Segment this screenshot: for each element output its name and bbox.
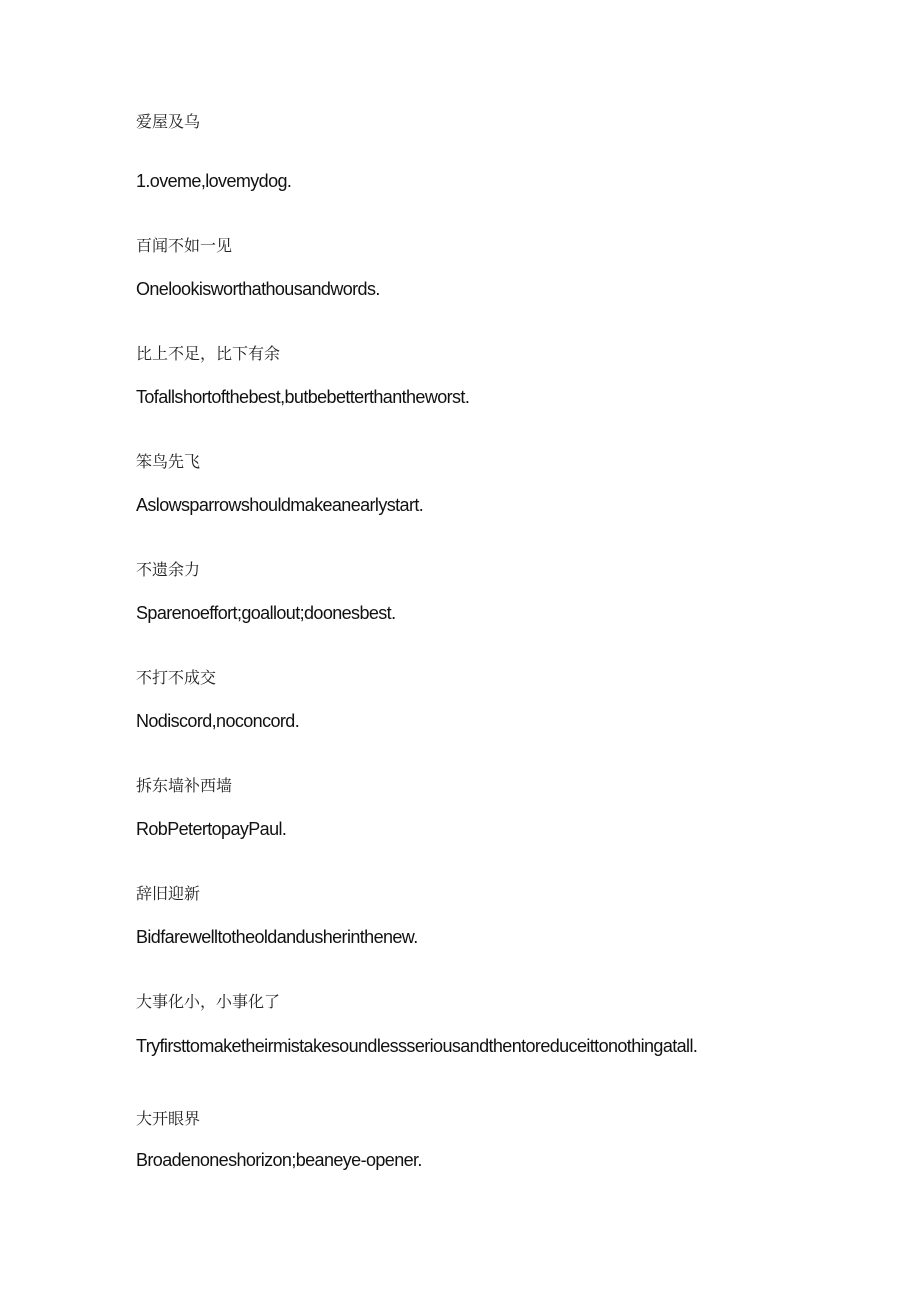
idiom-english-8: Bidfarewelltotheoldandusherinthenew. bbox=[136, 927, 418, 947]
idiom-chinese-5: 不遗余力 bbox=[136, 560, 201, 579]
idiom-english-7: RobPetertopayPaul. bbox=[136, 819, 287, 839]
idiom-english-5: Sparenoeffort;goallout;doonesbest. bbox=[136, 603, 396, 623]
idiom-english-6: Nodiscord,noconcord. bbox=[136, 711, 300, 731]
idiom-english-4: Aslowsparrowshouldmakeanearlystart. bbox=[136, 495, 424, 515]
idiom-chinese-7: 拆东墙补西墙 bbox=[136, 776, 233, 795]
idiom-chinese-2: 百闻不如一见 bbox=[136, 236, 233, 255]
idiom-english-2: Onelookisworthathousandwords. bbox=[136, 279, 380, 299]
idiom-chinese-9: 大事化小，小事化了 bbox=[136, 992, 281, 1011]
idiom-chinese-1: 爱屋及乌 bbox=[136, 112, 201, 131]
idiom-chinese-3: 比上不足，比下有余 bbox=[136, 344, 281, 363]
idiom-chinese-4: 笨鸟先飞 bbox=[136, 452, 201, 471]
idiom-chinese-6: 不打不成交 bbox=[136, 668, 217, 687]
idiom-english-9: Tryfirsttomaketheirmistakesoundlessseriousandthentoreduceittonothingatall. bbox=[136, 1036, 698, 1056]
idiom-english-1: 1.oveme,lovemydog. bbox=[136, 171, 292, 191]
idiom-chinese-8: 辞旧迎新 bbox=[136, 884, 201, 903]
idiom-chinese-10: 大开眼界 bbox=[136, 1109, 201, 1128]
idiom-english-10: Broadenoneshorizon;beaneye-opener. bbox=[136, 1150, 422, 1170]
idiom-english-3: Tofallshortofthebest,butbebetterthantheworst. bbox=[136, 387, 470, 407]
